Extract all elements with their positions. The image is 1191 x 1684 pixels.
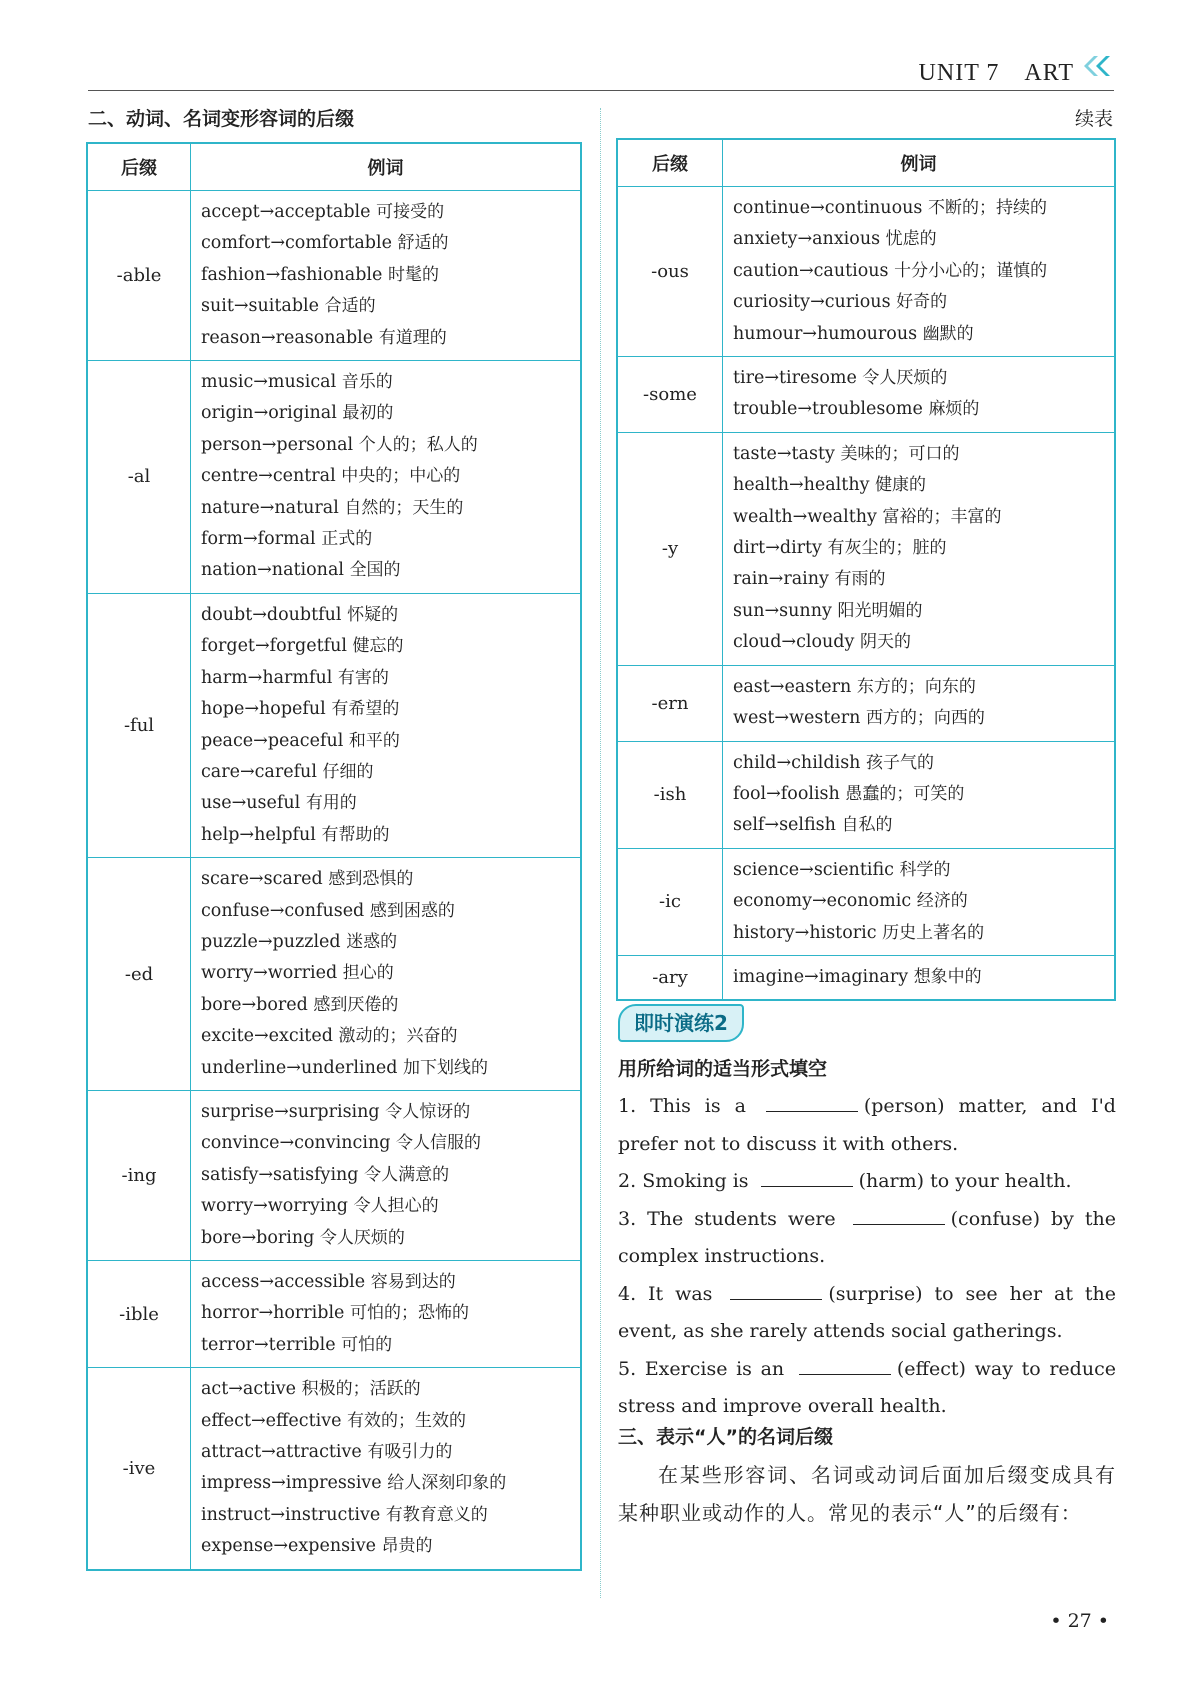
example-english: curiosity→curious [733,292,891,313]
example-chinese: 合适的 [324,296,376,317]
example-chinese: 自然的；天生的 [344,497,464,518]
example-english: scare→scared [201,869,323,890]
exercise-text-before: It was [648,1282,713,1305]
example-english: history→historic [733,922,877,943]
example-chinese: 富裕的；丰富的 [882,506,1002,527]
exercise-hint: (confuse) [950,1207,1041,1230]
page-number: • 27 • [1050,1610,1109,1632]
example-english: access→accessible [201,1272,366,1292]
double-chevron-left-icon [1080,54,1114,78]
example-chinese: 有吸引力的 [367,1442,453,1463]
example-chinese: 有道理的 [378,327,447,348]
suffix-table-right [616,138,1116,1001]
suffix-row [87,1090,581,1260]
example-english: harm→harmful [201,667,333,688]
example-word [201,1330,570,1361]
example-chinese: 有效的；生效的 [347,1410,467,1431]
example-word [201,788,570,819]
example-chinese: 担心的 [342,963,394,984]
example-word [733,748,1104,779]
example-word [733,287,1104,318]
example-chinese: 中央的；中心的 [341,466,461,487]
example-chinese: 令人厌烦的 [319,1227,405,1248]
example-chinese: 舒适的 [397,233,449,254]
examples-cell [191,1368,582,1570]
example-chinese: 时髦的 [387,264,439,285]
example-word [201,927,570,958]
answer-blank[interactable] [766,1093,858,1112]
examples-cell [723,432,1116,665]
example-word [201,291,570,322]
example-chinese: 不断的；持续的 [927,198,1047,218]
section-title-person-suffixes: 三、表示“人”的名词后缀 [618,1426,833,1448]
example-chinese: 昂贵的 [381,1536,433,1557]
example-word [733,627,1104,658]
example-word [201,493,570,524]
examples-cell [191,191,582,361]
suffix-cell: -ful [87,593,191,857]
suffix-row [87,858,581,1091]
suffix-row [617,357,1115,433]
example-word [201,524,570,555]
example-chinese: 阳光明媚的 [837,600,923,621]
example-chinese: 怀疑的 [347,604,399,625]
suffix-table-left [86,142,582,1571]
examples-cell [723,357,1116,433]
example-word [733,703,1104,734]
example-chinese: 有用的 [305,793,357,814]
example-english: use→useful [201,793,301,814]
example-word [733,394,1104,425]
example-chinese: 全国的 [349,560,401,581]
example-english: suit→suitable [201,296,320,317]
examples-cell [723,741,1116,848]
example-english: bore→bored [201,994,308,1015]
exercise-hint: (person) [863,1095,945,1117]
example-english: comfort→comfortable [201,233,392,254]
example-word [201,323,570,354]
example-chinese: 有希望的 [331,699,400,720]
example-chinese: 有教育意义的 [385,1504,488,1525]
exercise-text-after: to your health. [930,1170,1072,1192]
example-word [201,864,570,895]
example-chinese: 西方的；向西的 [865,708,985,729]
example-chinese: 孩子气的 [866,752,935,773]
example-english: surprise→surprising [201,1101,380,1122]
example-english: humour→humourous [733,323,918,344]
page-header [88,50,1114,91]
example-word [201,1267,570,1298]
example-english: accept→acceptable [201,202,371,222]
example-word [201,1053,570,1084]
example-word [201,896,570,927]
example-chinese: 和平的 [348,730,400,751]
example-word [201,1468,570,1499]
example-word [733,886,1104,917]
example-chinese: 激动的；兴奋的 [338,1026,458,1047]
exercise-number: 3. [618,1207,637,1230]
examples-cell [723,665,1116,741]
example-word [733,810,1104,841]
example-chinese: 好奇的 [896,292,948,313]
suffix-cell: -ing [87,1090,191,1260]
example-english: science→scientific [733,859,894,880]
header-examples: 例词 [191,143,582,191]
column-divider [600,108,601,1598]
example-word [201,1531,570,1562]
example-chinese: 最初的 [342,403,394,424]
suffix-cell: -ish [617,741,723,848]
answer-blank[interactable] [799,1356,891,1375]
example-chinese: 感到恐惧的 [328,869,414,890]
example-word [201,990,570,1021]
suffix-cell: -ern [617,665,723,741]
example-english: help→helpful [201,824,316,845]
example-word [201,1128,570,1159]
example-word [201,1097,570,1128]
example-word [733,319,1104,350]
example-chinese: 有灰尘的；脏的 [827,538,947,559]
example-word [201,260,570,291]
example-chinese: 忧虑的 [885,229,937,250]
example-chinese: 自私的 [841,815,893,836]
example-english: cloud→cloudy [733,632,855,653]
example-chinese: 经济的 [916,891,968,912]
exercise-text-before: Smoking is [642,1170,749,1192]
example-word [201,663,570,694]
example-chinese: 容易到达的 [370,1272,456,1292]
example-english: fool→foolish [733,783,840,804]
example-word [733,918,1104,949]
exercise-number: 4. [618,1282,637,1305]
example-english: effect→effective [201,1410,342,1431]
example-english: nation→national [201,560,344,581]
example-chinese: 正式的 [321,529,373,550]
example-word [201,430,570,461]
example-english: economy→economic [733,891,912,912]
example-word [733,363,1104,394]
example-chinese: 健忘的 [352,636,404,657]
example-word [733,672,1104,703]
example-chinese: 有雨的 [834,569,886,590]
example-english: act→active [201,1379,297,1400]
suffix-cell: -ible [87,1261,191,1368]
example-english: underline→underlined [201,1057,398,1078]
example-word [733,256,1104,287]
suffix-row [87,191,581,361]
example-english: peace→peaceful [201,730,344,751]
example-word [201,694,570,725]
example-chinese: 可怕的 [341,1334,393,1355]
example-word [201,398,570,429]
example-chinese: 科学的 [899,859,951,880]
example-chinese: 加下划线的 [403,1057,489,1078]
examples-cell [723,848,1116,955]
example-word [733,502,1104,533]
suffix-cell: -ed [87,858,191,1091]
exercise-text-after: matter, and I'd prefer not to discuss it with others. [618,1095,1116,1155]
example-chinese: 愚蠢的；可笑的 [845,783,965,804]
example-english: doubt→doubtful [201,604,342,625]
example-english: form→formal [201,529,316,550]
suffix-cell: -some [617,357,723,433]
example-chinese: 十分小心的；谨慎的 [894,260,1048,281]
examples-cell [191,1261,582,1368]
answer-blank[interactable] [761,1168,853,1187]
example-chinese: 麻烦的 [928,399,980,420]
example-english: attract→attractive [201,1442,362,1463]
example-word [201,1437,570,1468]
example-chinese: 东方的；向东的 [856,676,976,697]
section-title-adjective-suffixes: 二、动词、名词变形容词的后缀 [88,108,355,130]
example-word [201,1298,570,1329]
example-word [733,564,1104,595]
exercise-number: 2. [618,1170,637,1192]
exercise-item [618,1276,1116,1351]
example-chinese: 幽默的 [922,323,974,344]
examples-cell [191,593,582,857]
example-english: instruct→instructive [201,1504,381,1525]
example-english: self→selfish [733,815,836,836]
exercise-text-before: Exercise is an [644,1357,785,1380]
example-english: person→personal [201,434,354,455]
example-english: music→musical [201,372,337,393]
practice-instruction: 用所给词的适当形式填空 [618,1058,828,1080]
example-english: nature→natural [201,497,339,518]
example-word [733,779,1104,810]
example-word [201,555,570,586]
example-english: trouble→troublesome [733,399,923,420]
example-word [201,1160,570,1191]
example-english: fashion→fashionable [201,264,383,285]
example-english: forget→forgetful [201,636,347,657]
example-english: rain→rainy [733,569,829,590]
example-english: horror→horrible [201,1303,345,1324]
example-word [733,193,1104,224]
suffix-row [617,955,1115,1000]
example-word [201,820,570,851]
example-word [201,461,570,492]
answer-blank[interactable] [730,1281,822,1300]
example-english: east→eastern [733,676,852,697]
example-english: anxiety→anxious [733,229,881,250]
exercise-list [618,1088,1116,1426]
example-chinese: 历史上著名的 [882,922,985,943]
example-chinese: 可怕的；恐怖的 [349,1303,469,1324]
examples-cell [723,955,1116,1000]
examples-cell [191,858,582,1091]
exercise-hint: (effect) [896,1357,966,1380]
example-english: expense→expensive [201,1536,376,1557]
example-word [201,631,570,662]
example-word [201,228,570,259]
example-english: child→childish [733,752,861,773]
suffix-cell: -ary [617,955,723,1000]
exercise-number: 5. [618,1357,637,1380]
example-word [201,1406,570,1437]
example-english: imagine→imaginary [733,966,909,987]
example-word [201,1223,570,1254]
exercise-number: 1. [618,1095,637,1117]
header-examples: 例词 [723,139,1116,187]
exercise-item [618,1163,1116,1201]
example-english: caution→cautious [733,260,889,281]
example-english: confuse→confused [201,900,365,921]
example-word [201,757,570,788]
exercise-text-after: way to reduce stress and improve overall health. [618,1357,1116,1417]
example-word [201,726,570,757]
unit-title: UNIT 7 ART [918,60,1074,86]
suffix-cell: -ic [617,848,723,955]
example-english: worry→worrying [201,1196,348,1217]
example-english: bore→boring [201,1227,315,1248]
suffix-cell: -ous [617,187,723,357]
exercise-item [618,1088,1116,1163]
example-chinese: 感到厌倦的 [313,994,399,1015]
examples-cell [723,187,1116,357]
suffix-cell: -y [617,432,723,665]
example-chinese: 迷惑的 [346,931,398,952]
example-chinese: 仔细的 [322,761,374,782]
example-word [733,224,1104,255]
example-english: hope→hopeful [201,699,326,720]
exercise-text-before: This is a [650,1095,746,1117]
suffix-cell: -able [87,191,191,361]
example-english: excite→excited [201,1026,333,1047]
example-english: dirt→dirty [733,538,822,559]
suffix-row [617,741,1115,848]
example-chinese: 美味的；可口的 [840,443,960,464]
example-word [201,1500,570,1531]
section3-paragraph: 在某些形容词、名词或动词后面加后缀变成具有某种职业或动作的人。常见的表示“人”的后缀有： [618,1463,1116,1525]
example-english: satisfy→satisfying [201,1164,359,1185]
example-word [201,367,570,398]
example-english: taste→tasty [733,443,835,464]
example-english: terror→terrible [201,1334,336,1355]
suffix-cell: -al [87,361,191,594]
example-word [201,600,570,631]
exercise-text-after: by the complex instructions. [618,1207,1116,1267]
suffix-row [87,593,581,857]
continued-label: 续表 [1074,108,1113,130]
practice-badge: 即时演练2 [618,1004,744,1042]
example-english: origin→original [201,403,337,424]
exercise-hint: (surprise) [828,1282,923,1305]
example-english: reason→reasonable [201,327,374,348]
example-chinese: 有害的 [337,667,389,688]
example-english: wealth→wealthy [733,506,877,527]
example-chinese: 给人深刻印象的 [387,1473,507,1494]
example-chinese: 音乐的 [341,372,393,393]
suffix-row [87,1261,581,1368]
example-chinese: 令人担心的 [353,1196,439,1217]
example-word [733,962,1104,993]
example-english: health→healthy [733,475,870,496]
example-english: worry→worried [201,963,338,984]
example-chinese: 令人厌烦的 [862,368,948,389]
suffix-row [87,361,581,594]
example-english: convince→convincing [201,1133,391,1154]
example-chinese: 令人信服的 [396,1133,481,1154]
answer-blank[interactable] [853,1206,945,1225]
suffix-row [87,1368,581,1570]
example-english: sun→sunny [733,600,832,621]
example-english: puzzle→puzzled [201,931,341,952]
examples-cell [191,1090,582,1260]
example-word [201,1374,570,1405]
example-chinese: 阴天的 [859,632,911,653]
exercise-hint: (harm) [858,1170,925,1192]
example-chinese: 有帮助的 [321,824,390,845]
example-chinese: 个人的；私人的 [358,434,478,455]
header-suffix: 后缀 [617,139,723,187]
example-word [201,197,570,228]
example-english: west→western [733,708,861,729]
exercise-text-after: to see her at the event, as she rarely attends social gatherings. [618,1282,1117,1342]
example-word [733,439,1104,470]
suffix-cell: -ive [87,1368,191,1570]
example-chinese: 健康的 [875,475,927,496]
example-chinese: 令人满意的 [364,1164,450,1185]
example-english: care→careful [201,761,317,782]
example-chinese: 想象中的 [913,966,982,987]
exercise-item [618,1201,1116,1276]
example-word [733,596,1104,627]
header-suffix: 后缀 [87,143,191,191]
example-chinese: 感到困惑的 [369,900,455,921]
suffix-row [617,187,1115,357]
example-english: continue→continuous [733,198,923,218]
suffix-row [617,432,1115,665]
example-word [201,958,570,989]
example-word [733,533,1104,564]
suffix-row [617,665,1115,741]
example-word [201,1191,570,1222]
example-chinese: 令人惊讶的 [385,1101,471,1122]
example-word [733,855,1104,886]
suffix-row [617,848,1115,955]
example-english: impress→impressive [201,1473,382,1494]
example-word [733,470,1104,501]
example-english: tire→tiresome [733,368,857,389]
example-word [201,1021,570,1052]
examples-cell [191,361,582,594]
exercise-text-before: The students were [647,1207,836,1230]
exercise-item [618,1351,1116,1426]
example-chinese: 积极的；活跃的 [301,1379,421,1400]
example-chinese: 可接受的 [376,202,445,222]
example-english: centre→central [201,466,336,487]
